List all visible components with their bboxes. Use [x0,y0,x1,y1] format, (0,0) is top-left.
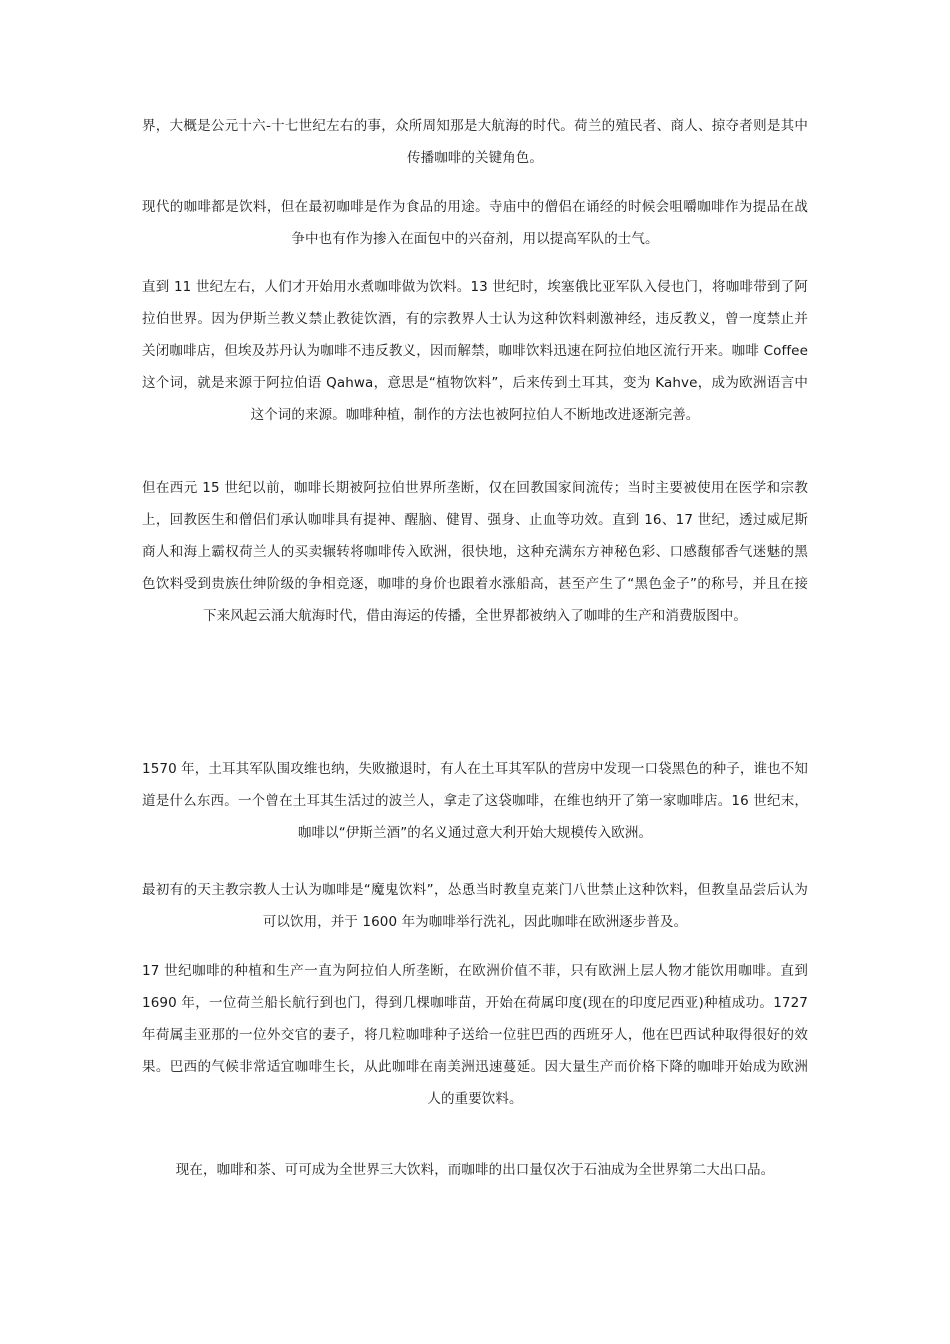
paragraph-coffee-as-food: 现代的咖啡都是饮料，但在最初咖啡是作为食品的用途。寺庙中的僧侣在诵经的时候会咀嚼咖啡作为提品在战争中也有作为掺入在面包中的兴奋剂，用以提高军队的士气。 [142,199,808,247]
paragraph-pope-baptism: 最初有的天主教宗教人士认为咖啡是“魔鬼饮料”，怂恿当时教皇克莱门八世禁止这种饮料，但教皇品尝后认为可以饮用，并于 1600 年为咖啡举行洗礼，因此咖啡在欧洲逐步普及。 [142,882,808,930]
paragraph-coffee-spread-europe-intro: 界，大概是公元十六-十七世纪左右的事，众所周知那是大航海的时代。荷兰的殖民者、商人、掠夺者则是其中传播咖啡的关键角色。 [142,118,808,166]
paragraph-coffee-arab-world: 直到 11 世纪左右，人们才开始用水煮咖啡做为饮料。13 世纪时，埃塞俄比亚军队入侵也门，将咖啡带到了阿拉伯世界。因为伊斯兰教义禁止教徒饮酒，有的宗教界人士认为这种饮料刺激神经，违反教义，曾一度禁止并关闭咖啡店，但埃及苏丹认为咖啡不违反教义，因而解禁，咖啡饮料迅速在阿拉伯地区流行开来。咖啡 Coffee 这个词，就是来源于阿拉伯语 Qahwa，意思是“植物饮料”，后来传到土耳其，变为 Kahve，成为欧洲语言中这个词的来源。咖啡种植，制作的方法也被阿拉伯人不断地改进逐渐完善。 [142,279,808,423]
paragraph-three-major-beverages: 现在，咖啡和茶、可可成为全世界三大饮料，而咖啡的出口量仅次于石油成为全世界第二大出口品。 [175,1162,775,1178]
paragraph-vienna-1570: 1570 年，土耳其军队围攻维也纳，失败撤退时，有人在土耳其军队的营房中发现一口袋黑色的种子，谁也不知道是什么东西。一个曾在土耳其生活过的波兰人，拿走了这袋咖啡，在维也纳开了第一家咖啡店。16 世纪末，咖啡以“伊斯兰酒”的名义通过意大利开始大规模传入欧洲。 [142,761,808,841]
paragraph-coffee-monopoly: 但在西元 15 世纪以前，咖啡长期被阿拉伯世界所垄断，仅在回教国家间流传；当时主要被使用在医学和宗教上，回教医生和僧侣们承认咖啡具有提神、醒脑、健胃、强身、止血等功效。直到 16、17 世纪，透过威尼斯商人和海上霸权荷兰人的买卖辗转将咖啡传入欧洲，很快地，这种充满东方神秘色彩、口感馥郁香气迷魅的黑色饮料受到贵族仕绅阶级的争相竞逐，咖啡的身价也跟着水涨船高，甚至产生了“黑色金子”的称号，并且在接下来风起云涌大航海时代，借由海运的传播，全世界都被纳入了咖啡的生产和消费版图中。 [142,480,808,624]
paragraph-17th-century-cultivation: 17 世纪咖啡的种植和生产一直为阿拉伯人所垄断，在欧洲价值不菲，只有欧洲上层人物才能饮用咖啡。直到 1690 年，一位荷兰船长航行到也门，得到几棵咖啡苗，开始在荷属印度(现在的印度尼西亚)种植成功。1727 年荷属圭亚那的一位外交官的妻子，将几粒咖啡种子送给一位驻巴西的西班牙人，他在巴西试种取得很好的效果。巴西的气候非常适宜咖啡生长，从此咖啡在南美洲迅速蔓延。因大量生产而价格下降的咖啡开始成为欧洲人的重要饮料。 [142,963,808,1107]
